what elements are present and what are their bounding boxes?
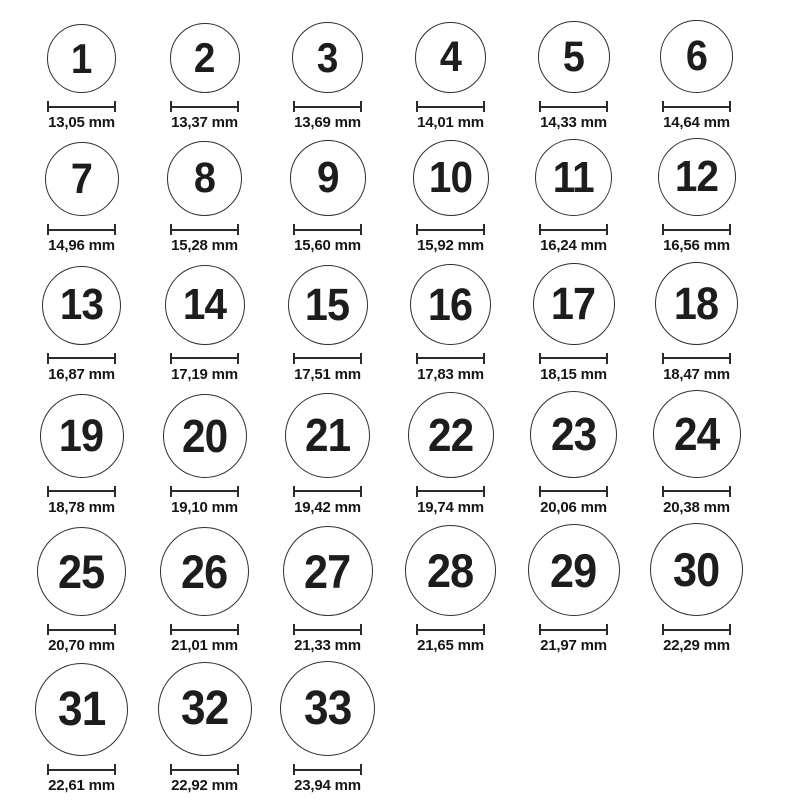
- diameter-label: 22,61 mm: [48, 777, 115, 795]
- size-circle: [42, 266, 121, 345]
- ring-size-item: [635, 262, 758, 383]
- ring-size-item: [20, 663, 143, 794]
- size-number: 16: [428, 278, 473, 330]
- diameter-label: 17,51 mm: [294, 365, 361, 383]
- ring-size-item: [512, 263, 635, 383]
- size-circle: [410, 264, 491, 345]
- ring-size-item: [266, 22, 389, 131]
- size-number: 9: [316, 153, 339, 203]
- diameter-measure-bar: [170, 764, 239, 775]
- diameter-label: 15,92 mm: [417, 237, 484, 255]
- size-circle: [163, 394, 247, 478]
- size-number: 7: [70, 154, 93, 203]
- diameter-measure-bar: [47, 764, 116, 775]
- size-number: 29: [550, 543, 597, 597]
- ring-size-item: [20, 266, 143, 383]
- size-circle: [413, 140, 489, 216]
- ring-size-item: [389, 392, 512, 516]
- size-number: 23: [550, 408, 597, 461]
- chart-row: [20, 661, 800, 794]
- diameter-label: 18,47 mm: [663, 365, 730, 383]
- diameter-label: 19,10 mm: [171, 498, 238, 516]
- diameter-label: 23,94 mm: [294, 777, 361, 795]
- diameter-measure-bar: [662, 624, 731, 635]
- diameter-measure-bar: [416, 486, 485, 497]
- size-circle: [285, 393, 370, 478]
- ring-size-item: [635, 523, 758, 654]
- diameter-measure-bar: [662, 486, 731, 497]
- size-circle: [528, 524, 620, 616]
- ring-size-item: [635, 390, 758, 516]
- ring-size-item: [20, 24, 143, 131]
- ring-size-item: [512, 391, 635, 516]
- size-number: 1: [71, 34, 92, 82]
- size-number: 19: [59, 410, 104, 462]
- diameter-label: 18,78 mm: [48, 498, 115, 516]
- diameter-measure-bar: [539, 224, 608, 235]
- diameter-label: 19,42 mm: [294, 498, 361, 516]
- ring-size-item: [389, 140, 512, 254]
- ring-size-item: [389, 264, 512, 383]
- diameter-label: 21,97 mm: [540, 637, 607, 654]
- size-circle: [290, 140, 366, 216]
- diameter-measure-bar: [662, 353, 731, 364]
- size-circle: [35, 663, 128, 756]
- ring-size-item: [143, 265, 266, 383]
- size-number: 21: [304, 409, 351, 462]
- diameter-label: 22,92 mm: [171, 777, 238, 795]
- size-number: 24: [673, 407, 720, 460]
- diameter-label: 18,15 mm: [540, 365, 607, 383]
- diameter-measure-bar: [47, 224, 116, 235]
- size-number: 12: [674, 152, 719, 202]
- size-circle: [655, 262, 738, 345]
- size-circle: [653, 390, 741, 478]
- ring-size-item: [389, 525, 512, 654]
- diameter-label: 14,33 mm: [540, 114, 607, 131]
- ring-size-item: [635, 138, 758, 254]
- size-number: 2: [194, 34, 215, 81]
- size-circle: [45, 142, 119, 216]
- size-number: 25: [58, 545, 105, 598]
- size-circle: [158, 662, 252, 756]
- diameter-measure-bar: [293, 764, 362, 775]
- diameter-label: 19,74 mm: [417, 498, 484, 516]
- ring-size-item: [266, 526, 389, 654]
- diameter-measure-bar: [293, 624, 362, 635]
- ring-size-item: [143, 23, 266, 131]
- size-number: 3: [317, 33, 338, 81]
- ring-size-item: [143, 141, 266, 254]
- diameter-label: 21,33 mm: [294, 637, 361, 654]
- ring-size-item: [389, 22, 512, 131]
- diameter-measure-bar: [416, 224, 485, 235]
- ring-size-item: [143, 527, 266, 654]
- diameter-measure-bar: [47, 624, 116, 635]
- size-number: 26: [181, 545, 228, 598]
- size-number: 20: [181, 409, 228, 462]
- ring-size-item: [143, 662, 266, 794]
- ring-size-item: [512, 139, 635, 254]
- diameter-label: 16,56 mm: [663, 237, 730, 255]
- ring-size-item: [20, 142, 143, 254]
- size-circle: [650, 523, 743, 616]
- diameter-measure-bar: [662, 224, 731, 235]
- diameter-label: 17,19 mm: [171, 365, 238, 383]
- size-number: 4: [439, 33, 462, 81]
- diameter-label: 13,69 mm: [294, 114, 361, 131]
- chart-row: [20, 20, 800, 131]
- ring-size-item: [20, 394, 143, 516]
- size-circle: [40, 394, 124, 478]
- ring-size-item: [512, 524, 635, 654]
- size-number: 32: [180, 682, 229, 736]
- chart-row: [20, 138, 800, 254]
- diameter-label: 20,70 mm: [48, 637, 115, 654]
- diameter-measure-bar: [539, 486, 608, 497]
- ring-size-item: [20, 527, 143, 654]
- size-circle: [415, 22, 486, 93]
- diameter-label: 21,01 mm: [171, 637, 238, 654]
- size-number: 13: [59, 280, 104, 329]
- diameter-measure-bar: [416, 624, 485, 635]
- size-number: 33: [303, 681, 352, 735]
- diameter-measure-bar: [416, 101, 485, 112]
- ring-size-item: [635, 20, 758, 131]
- size-number: 5: [562, 32, 585, 81]
- ring-size-item: [266, 140, 389, 254]
- diameter-label: 16,87 mm: [48, 365, 115, 383]
- diameter-measure-bar: [539, 101, 608, 112]
- ring-size-item: [266, 661, 389, 794]
- diameter-label: 14,64 mm: [663, 114, 730, 131]
- size-number: 11: [553, 152, 594, 202]
- size-circle: [165, 265, 245, 345]
- size-number: 17: [551, 278, 596, 329]
- size-circle: [530, 391, 617, 478]
- diameter-measure-bar: [47, 101, 116, 112]
- size-circle: [535, 139, 612, 216]
- diameter-measure-bar: [293, 101, 362, 112]
- size-circle: [658, 138, 736, 216]
- size-circle: [170, 23, 240, 93]
- size-number: 6: [685, 32, 708, 80]
- chart-row: [20, 262, 800, 383]
- size-circle: [280, 661, 375, 756]
- ring-size-item: [143, 394, 266, 516]
- size-number: 28: [427, 544, 474, 597]
- size-circle: [408, 392, 494, 478]
- size-number: 22: [427, 408, 474, 461]
- size-number: 31: [57, 682, 106, 736]
- size-circle: [533, 263, 615, 345]
- size-number: 8: [193, 154, 216, 203]
- diameter-measure-bar: [170, 101, 239, 112]
- diameter-measure-bar: [170, 353, 239, 364]
- diameter-label: 20,38 mm: [663, 498, 730, 516]
- diameter-measure-bar: [293, 224, 362, 235]
- size-circle: [538, 21, 610, 93]
- size-number: 15: [305, 279, 350, 330]
- size-circle: [167, 141, 242, 216]
- ring-size-item: [266, 393, 389, 516]
- diameter-measure-bar: [170, 224, 239, 235]
- ring-size-item: [512, 21, 635, 131]
- size-circle: [160, 527, 249, 616]
- chart-row: [20, 390, 800, 516]
- size-number: 30: [673, 543, 720, 596]
- diameter-measure-bar: [662, 101, 731, 112]
- size-circle: [47, 24, 116, 93]
- size-number: 18: [674, 277, 719, 329]
- size-circle: [405, 525, 496, 616]
- size-number: 10: [428, 153, 473, 203]
- diameter-measure-bar: [539, 624, 608, 635]
- diameter-label: 16,24 mm: [540, 237, 607, 255]
- diameter-measure-bar: [293, 486, 362, 497]
- size-circle: [660, 20, 733, 93]
- diameter-measure-bar: [416, 353, 485, 364]
- diameter-label: 17,83 mm: [417, 365, 484, 383]
- size-circle: [292, 22, 363, 93]
- diameter-label: 13,37 mm: [171, 114, 238, 131]
- diameter-label: 14,96 mm: [48, 237, 115, 255]
- diameter-label: 14,01 mm: [417, 114, 484, 131]
- diameter-label: 13,05 mm: [48, 114, 115, 131]
- size-number: 27: [304, 544, 351, 598]
- size-number: 14: [182, 279, 227, 329]
- size-circle: [288, 265, 368, 345]
- ring-size-item: [266, 265, 389, 383]
- diameter-label: 15,60 mm: [294, 237, 361, 255]
- diameter-measure-bar: [47, 353, 116, 364]
- chart-row: [20, 523, 800, 654]
- diameter-measure-bar: [293, 353, 362, 364]
- diameter-label: 22,29 mm: [663, 637, 730, 654]
- diameter-label: 15,28 mm: [171, 237, 238, 255]
- diameter-measure-bar: [47, 486, 116, 497]
- diameter-measure-bar: [539, 353, 608, 364]
- diameter-label: 20,06 mm: [540, 498, 607, 516]
- size-circle: [37, 527, 126, 616]
- size-circle: [283, 526, 373, 616]
- diameter-measure-bar: [170, 486, 239, 497]
- diameter-measure-bar: [170, 624, 239, 635]
- diameter-label: 21,65 mm: [417, 637, 484, 654]
